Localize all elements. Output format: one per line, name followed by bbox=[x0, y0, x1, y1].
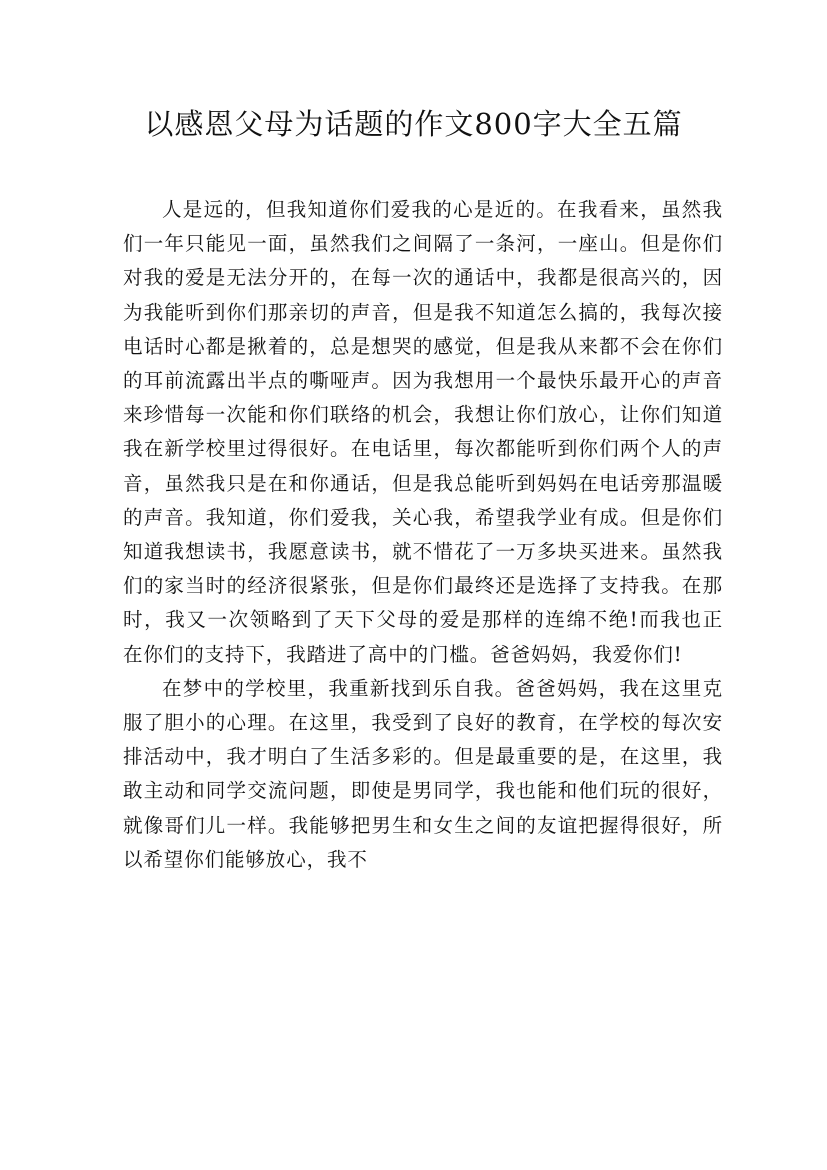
paragraph-1: 人是远的，但我知道你们爱我的心是近的。在我看来，虽然我们一年只能见一面，虽然我们之间隔了一条河，一座山。但是你们对我的爱是无法分开的，在每一次的通话中，我都是很高兴的，因为我能听到你们那亲切的声音，但是我不知道怎么搞的，我每次接电话时心都是揪着的，总是想哭的感觉，但是我从来都不会在你们的耳前流露出半点的嘶哑声。因为我想用一个最快乐最开心的声音来珍惜每一次能和你们联络的机会，我想让你们放心，让你们知道我在新学校里过得很好。在电话里，每次都能听到你们两个人的声音，虽然我只是在和你通话，但是我总能听到妈妈在电话旁那温暖的声音。我知道，你们爱我，关心我，希望我学业有成。但是你们知道我想读书，我愿意读书，就不惜花了一万多块买进来。虽然我们的家当时的经济很紧张，但是你们最终还是选择了支持我。在那时，我又一次领略到了天下父母的爱是那样的连绵不绝!而我也正在你们的支持下，我踏进了高中的门槛。爸爸妈妈，我爱你们! bbox=[123, 198, 723, 666]
document-title: 以感恩父母为话题的作文800字大全五篇 bbox=[144, 107, 683, 141]
paragraph-2: 在梦中的学校里，我重新找到乐自我。爸爸妈妈，我在这里克服了胆小的心理。在这里，我受到了良好的教育，在学校的每次安排活动中，我才明白了生活多彩的。但是最重要的是，在这里，我敢主动和同学交流问题，即使是男同学，我也能和他们玩的很好，就像哥们儿一样。我能够把男生和女生之间的友谊把握得很好，所以希望你们能够放心，我不 bbox=[123, 676, 723, 871]
document-body bbox=[123, 193, 723, 877]
